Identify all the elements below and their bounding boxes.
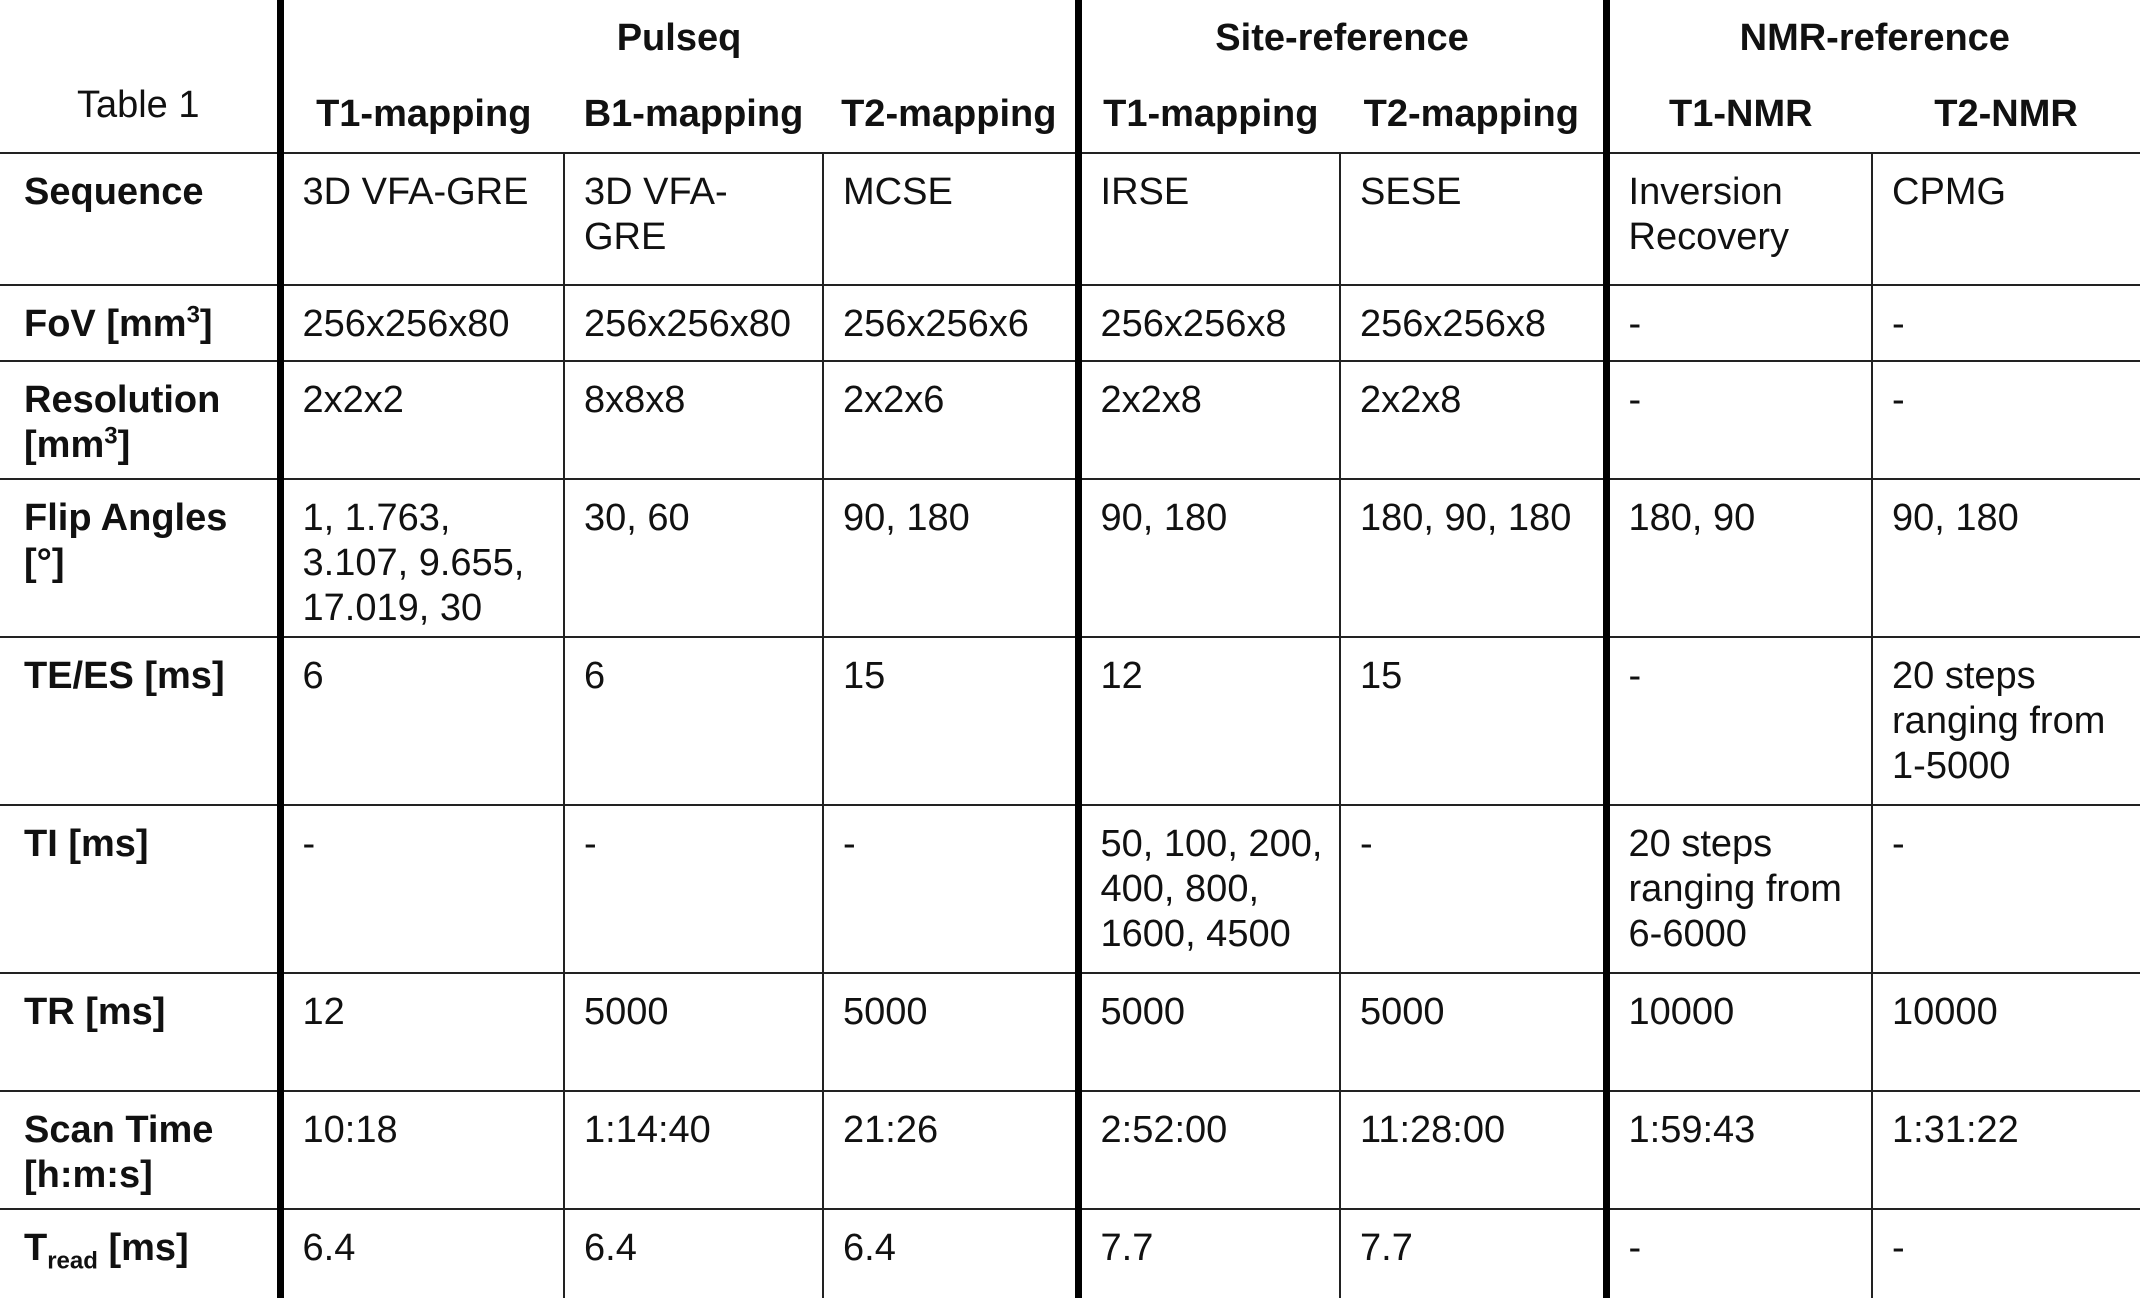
row-label-text: FoV [mm [24,303,187,345]
table-cell: 7.7 [1078,1209,1340,1298]
group-header-site-reference: Site-reference [1078,0,1606,76]
row-label-tail: ] [117,424,131,466]
table-cell: - [1872,361,2140,479]
table-row [0,973,2140,1091]
table-row [0,285,2140,361]
table-cell: 6.4 [823,1209,1078,1298]
table-cell: 256x256x6 [823,285,1078,361]
table-cell: 8x8x8 [564,361,823,479]
column-header-row [0,76,2140,153]
table-cell: 180, 90 [1606,479,1872,637]
table-cell: 1:14:40 [564,1091,823,1209]
table-cell: 15 [823,637,1078,805]
column-header: B1-mapping [564,76,823,153]
row-label [0,361,280,479]
row-label [0,973,280,1091]
column-header: T1-mapping [280,76,564,153]
table-cell: 1:31:22 [1872,1091,2140,1209]
row-label-text: TR [ms] [24,991,166,1033]
table-cell: 5000 [823,973,1078,1091]
row-label [0,1091,280,1209]
table-cell: 20 steps ranging from 6-6000 [1606,805,1872,973]
table-cell: 90, 180 [823,479,1078,637]
group-header-pulseq: Pulseq [280,0,1078,76]
table-cell: - [1340,805,1606,973]
table-cell: 256x256x8 [1340,285,1606,361]
table-cell: 5000 [1078,973,1340,1091]
table-cell: 90, 180 [1872,479,2140,637]
table-cell: 2x2x8 [1078,361,1340,479]
table-cell: - [1606,361,1872,479]
table-cell: - [823,805,1078,973]
table-cell: - [1872,285,2140,361]
table-cell: - [1872,805,2140,973]
column-header: T1-mapping [1078,76,1340,153]
table-cell: 2x2x8 [1340,361,1606,479]
table-body [0,153,2140,1298]
row-label-text: Sequence [24,171,204,213]
table-cell: 21:26 [823,1091,1078,1209]
table-cell: - [564,805,823,973]
table-cell: 6.4 [280,1209,564,1298]
table-row [0,479,2140,637]
table-cell: 5000 [1340,973,1606,1091]
row-label-superscript: 3 [104,422,118,450]
row-label-subscript: read [47,1247,98,1275]
table-cell: 256x256x80 [564,285,823,361]
row-label-text: T [24,1227,48,1269]
table-row [0,637,2140,805]
table-cell: 10:18 [280,1091,564,1209]
group-header-nmr-reference: NMR-reference [1606,0,2140,76]
table-cell: 256x256x8 [1078,285,1340,361]
table-cell: 2x2x2 [280,361,564,479]
table-row [0,1091,2140,1209]
table-cell: 3D VFA- GRE [564,153,823,285]
column-header: T2-NMR [1872,76,2140,153]
table-cell: - [1872,1209,2140,1298]
column-header: T2-mapping [1340,76,1606,153]
column-header: T2-mapping [823,76,1078,153]
row-label [0,285,280,361]
table-cell: 7.7 [1340,1209,1606,1298]
table-cell: IRSE [1078,153,1340,285]
table-cell: CPMG [1872,153,2140,285]
table-row [0,805,2140,973]
table-caption: Table 1 [76,83,200,126]
table-cell: 50, 100, 200, 400, 800, 1600, 4500 [1078,805,1340,973]
table-cell: - [1606,285,1872,361]
row-label-text: Flip Angles [°] [24,497,228,584]
group-header-row [0,0,2140,76]
table-row [0,1209,2140,1298]
row-label [0,479,280,637]
table-cell: 12 [280,973,564,1091]
row-label [0,153,280,285]
row-label-text: TI [ms] [24,823,149,865]
table-cell: 2:52:00 [1078,1091,1340,1209]
row-label [0,637,280,805]
table-cell: 90, 180 [1078,479,1340,637]
row-label [0,1209,280,1298]
table-cell: 1:59:43 [1606,1091,1872,1209]
table-cell: SESE [1340,153,1606,285]
row-label-text: Scan Time [h:m:s] [24,1109,214,1196]
table-cell: - [1606,1209,1872,1298]
table-row [0,153,2140,285]
table-cell: Inversion Recovery [1606,153,1872,285]
table-cell: 3D VFA-GRE [280,153,564,285]
table-cell: 180, 90, 180 [1340,479,1606,637]
table-cell: 256x256x80 [280,285,564,361]
row-label [0,805,280,973]
table-cell: 10000 [1872,973,2140,1091]
table-cell: 6.4 [564,1209,823,1298]
table-cell: 6 [564,637,823,805]
table-row [0,361,2140,479]
row-label-tail: [ms] [97,1227,189,1269]
table-cell: 30, 60 [564,479,823,637]
table-cell: 20 steps ranging from 1-5000 [1872,637,2140,805]
table-cell: MCSE [823,153,1078,285]
row-label-superscript: 3 [186,301,200,329]
table-cell: 6 [280,637,564,805]
table-cell: 12 [1078,637,1340,805]
table-cell: 5000 [564,973,823,1091]
table-cell: - [280,805,564,973]
row-label-text: TE/ES [ms] [24,655,225,697]
table-cell: 15 [1340,637,1606,805]
column-header: T1-NMR [1606,76,1872,153]
table-cell: - [1606,637,1872,805]
row-label-tail: ] [199,303,213,345]
row-label-text: Resolution [mm [24,379,221,466]
table-cell: 11:28:00 [1340,1091,1606,1209]
table-cell: 2x2x6 [823,361,1078,479]
table-cell: 10000 [1606,973,1872,1091]
table-cell: 1, 1.763, 3.107, 9.655, 17.019, 30 [280,479,564,637]
